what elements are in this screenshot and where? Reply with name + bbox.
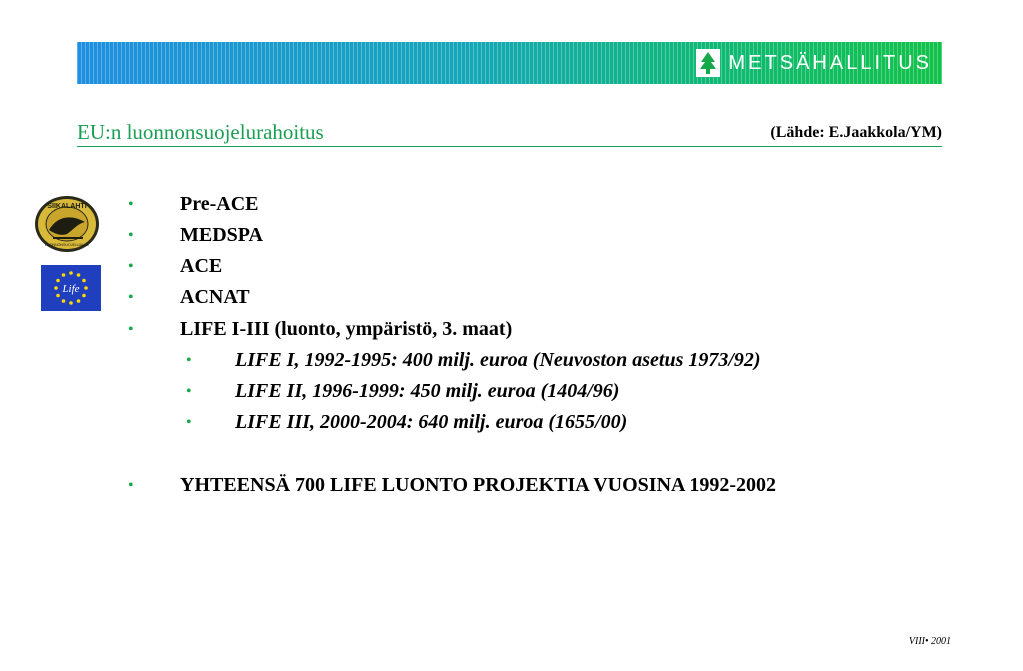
bullet-marker: • [128, 196, 134, 213]
siikalahti-badge [33, 194, 105, 254]
eu-star [77, 273, 81, 277]
bullet-marker: • [186, 414, 192, 431]
bullet-marker: • [128, 289, 134, 306]
source-note: (Lähde: E.Jaakkola/YM) [770, 124, 942, 141]
header-banner [77, 42, 942, 84]
list-item: MEDSPA [180, 224, 263, 246]
bullet-marker: • [128, 321, 134, 338]
eu-star [69, 301, 73, 305]
eu-star [56, 294, 60, 298]
list-item: Pre-ACE [180, 193, 259, 215]
page-title: EU:n luonnonsuojelurahoitus [77, 120, 324, 144]
list-item: ACE [180, 255, 223, 277]
list-item: LIFE I-III (luonto, ympäristö, 3. maat) [180, 318, 513, 340]
brand-name: METSÄHALLITUS [728, 51, 932, 74]
title-row [77, 120, 942, 147]
summary-item: YHTEENSÄ 700 LIFE LUONTO PROJEKTIA VUOSINA 1992-2002 [180, 474, 777, 496]
eu-star [54, 286, 58, 290]
bullet-marker: • [128, 477, 134, 494]
badge-text: SIIKALAHTI [47, 203, 87, 210]
badge-subtext: LUONNONSUOJELUALUE [45, 243, 89, 247]
bullet-marker: • [186, 383, 192, 400]
eu-star [62, 273, 66, 277]
eu-life-text: Life [62, 283, 80, 295]
forest-leaf-icon [695, 48, 721, 78]
eu-star [77, 299, 81, 303]
eu-star [82, 294, 86, 298]
sub-list-item: LIFE I, 1992-1995: 400 milj. euroa (Neuvoston asetus 1973/92) [235, 349, 761, 371]
sub-list-item: LIFE II, 1996-1999: 450 milj. euroa (1404/96) [235, 380, 620, 402]
brand-logo [695, 48, 932, 78]
bullet-marker: • [186, 352, 192, 369]
eu-star [69, 271, 73, 275]
footer-date: VIII• 2001 [908, 636, 951, 647]
eu-star [56, 279, 60, 283]
eu-star [84, 286, 88, 290]
eu-star [82, 279, 86, 283]
bullet-marker: • [128, 258, 134, 275]
list-item: ACNAT [180, 286, 250, 308]
bullet-marker: • [128, 227, 134, 244]
eu-star [62, 299, 66, 303]
eu-life-logo [41, 265, 101, 311]
sub-list-item: LIFE III, 2000-2004: 640 milj. euroa (1655/00) [235, 411, 628, 433]
